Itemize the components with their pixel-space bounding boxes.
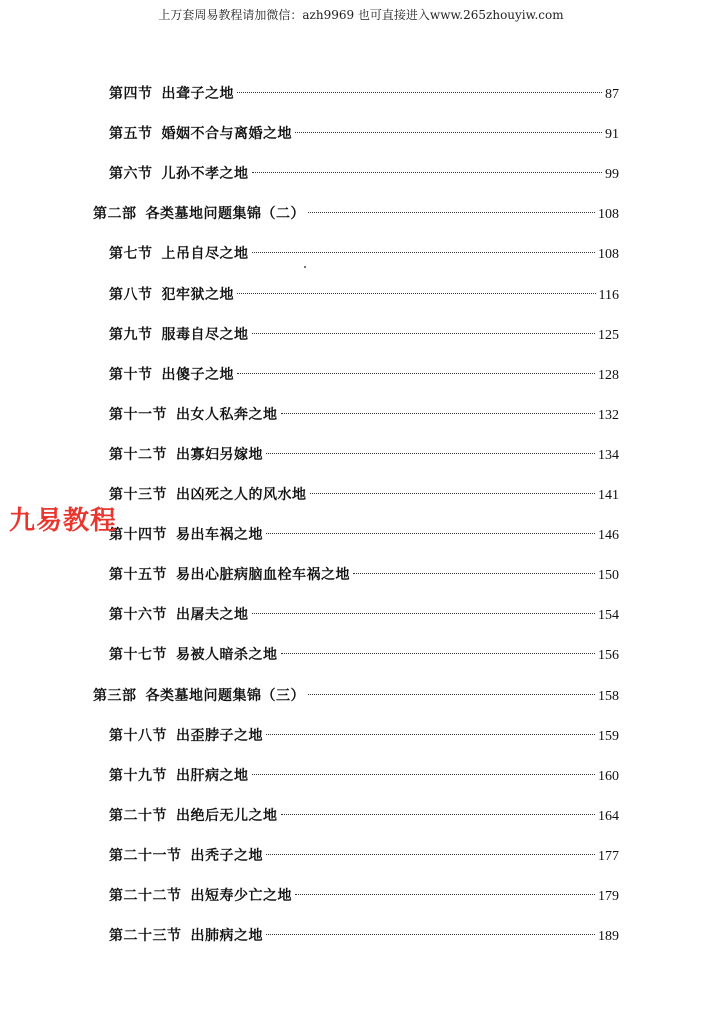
entry-label: 第八节 (109, 286, 153, 303)
entry-title: 儿孙不孝之地 (161, 166, 249, 183)
entry-title: 易出心脏病脑血栓车祸之地 (176, 567, 350, 584)
entry-page-number: 150 (598, 568, 619, 584)
entry-page-number: 125 (598, 327, 619, 343)
toc-part-entry (93, 202, 619, 226)
dot-leader (353, 573, 595, 574)
entry-title: 出歪脖子之地 (176, 727, 263, 744)
entry-page-number: 177 (598, 848, 619, 864)
entry-page-number: 189 (598, 929, 619, 945)
entry-label: 第二十二节 (109, 888, 182, 904)
toc-section-entry (109, 844, 619, 868)
dot-leader (266, 533, 595, 534)
toc-section-entry (109, 563, 619, 587)
entry-page-number: 108 (598, 207, 619, 223)
entry-page-number: 87 (605, 87, 619, 102)
entry-label: 第十六节 (109, 607, 167, 624)
entry-title: 犯牢狱之地 (161, 286, 234, 303)
entry-label: 第二十一节 (109, 847, 182, 864)
entry-page-number: 154 (598, 608, 619, 624)
toc-section-entry (109, 122, 619, 146)
entry-label: 第十三节 (109, 487, 167, 503)
dot-leader (266, 453, 595, 454)
dot-leader (266, 854, 595, 855)
entry-page-number: 132 (598, 407, 619, 423)
entry-title: 出寡妇另嫁地 (176, 446, 263, 463)
entry-label: 第十五节 (109, 567, 167, 584)
entry-title: 出屠夫之地 (176, 607, 249, 624)
dot-leader (237, 373, 595, 374)
toc-section-entry (109, 483, 619, 507)
header-note: 上万套周易教程请加微信：azh9969 也可直接进入www.265zhouyiw.com (158, 8, 564, 22)
entry-title: 各类墓地问题集锦（二） (145, 206, 305, 223)
entry-page-number: 141 (598, 488, 619, 503)
entry-label: 第十四节 (109, 527, 167, 544)
entry-title: 婚姻不合与离婚之地 (161, 126, 292, 143)
toc-section-entry (109, 363, 619, 387)
toc-section-entry (109, 82, 619, 106)
entry-label: 第三部 (93, 687, 137, 704)
entry-page-number: 159 (598, 728, 619, 744)
entry-title: 上吊自尽之地 (161, 246, 249, 263)
entry-page-number: 160 (598, 768, 619, 784)
entry-title: 出秃子之地 (190, 847, 263, 864)
dot-leader (266, 934, 595, 935)
entry-label: 第十九节 (109, 767, 167, 784)
entry-page-number: 156 (598, 648, 619, 664)
toc-section-entry (109, 323, 619, 347)
entry-page-number: 134 (598, 447, 619, 463)
dot-leader (252, 333, 596, 334)
dot-leader (252, 613, 596, 614)
entry-page-number: 108 (598, 247, 619, 263)
entry-label: 第五节 (109, 126, 153, 143)
dot-leader (308, 212, 595, 213)
entry-label: 第十八节 (109, 727, 167, 744)
toc-section-entry (109, 283, 619, 307)
toc-section-entry (109, 403, 619, 427)
dot-leader (266, 734, 595, 735)
entry-label: 第十七节 (109, 647, 167, 664)
toc-section-entry (109, 724, 619, 748)
entry-label: 第十节 (109, 366, 153, 383)
dot-leader (295, 132, 602, 133)
entry-label: 第二十节 (109, 807, 167, 824)
entry-page-number: 146 (598, 528, 619, 544)
entry-title: 易出车祸之地 (176, 527, 263, 544)
entry-title: 出肝病之地 (176, 767, 249, 784)
entry-label: 第七节 (109, 246, 153, 263)
entry-title: 易被人暗杀之地 (176, 647, 278, 664)
entry-page-number: 91 (605, 127, 619, 143)
dot-leader (281, 413, 596, 414)
toc-section-entry (109, 643, 619, 667)
toc-section-entry (109, 924, 619, 948)
toc-section-entry (109, 162, 619, 186)
entry-title: 出傻子之地 (161, 366, 234, 383)
entry-label: 第四节 (109, 86, 153, 102)
entry-title: 出凶死之人的风水地 (176, 487, 307, 503)
entry-title: 出聋子之地 (161, 86, 234, 102)
entry-title: 出短寿少亡之地 (190, 888, 292, 904)
dot-leader (310, 493, 596, 494)
toc-section-entry (109, 443, 619, 467)
entry-label: 第十二节 (109, 446, 167, 463)
dot-leader (237, 92, 602, 93)
entry-title: 出女人私奔之地 (176, 406, 278, 423)
scan-speck (304, 266, 306, 268)
dot-leader (237, 293, 596, 294)
toc-section-entry (109, 804, 619, 828)
entry-label: 第十一节 (109, 406, 167, 423)
toc-section-entry (109, 764, 619, 788)
entry-title: 各类墓地问题集锦（三） (145, 687, 305, 704)
toc-section-entry (109, 242, 619, 266)
toc-section-entry (109, 884, 619, 908)
entry-label: 第二部 (93, 206, 137, 223)
dot-leader (252, 774, 596, 775)
dot-leader (281, 814, 596, 815)
watermark: 九易教程 (9, 506, 118, 536)
entry-page-number: 116 (598, 287, 619, 303)
toc-section-entry (109, 523, 619, 547)
entry-label: 第九节 (109, 326, 153, 343)
entry-page-number: 158 (598, 688, 619, 704)
dot-leader (252, 172, 603, 173)
dot-leader (308, 694, 595, 695)
entry-title: 出绝后无儿之地 (176, 807, 278, 824)
toc-section-entry (109, 603, 619, 627)
dot-leader (295, 894, 595, 895)
entry-page-number: 99 (605, 167, 619, 183)
entry-page-number: 128 (598, 367, 619, 383)
dot-leader (252, 252, 596, 253)
entry-label: 第六节 (109, 166, 153, 183)
entry-label: 第二十三节 (109, 928, 182, 945)
entry-page-number: 179 (598, 889, 619, 904)
toc-part-entry (93, 684, 619, 708)
entry-page-number: 164 (598, 808, 619, 824)
entry-title: 服毒自尽之地 (161, 326, 249, 343)
dot-leader (281, 653, 596, 654)
entry-title: 出肺病之地 (190, 928, 263, 945)
